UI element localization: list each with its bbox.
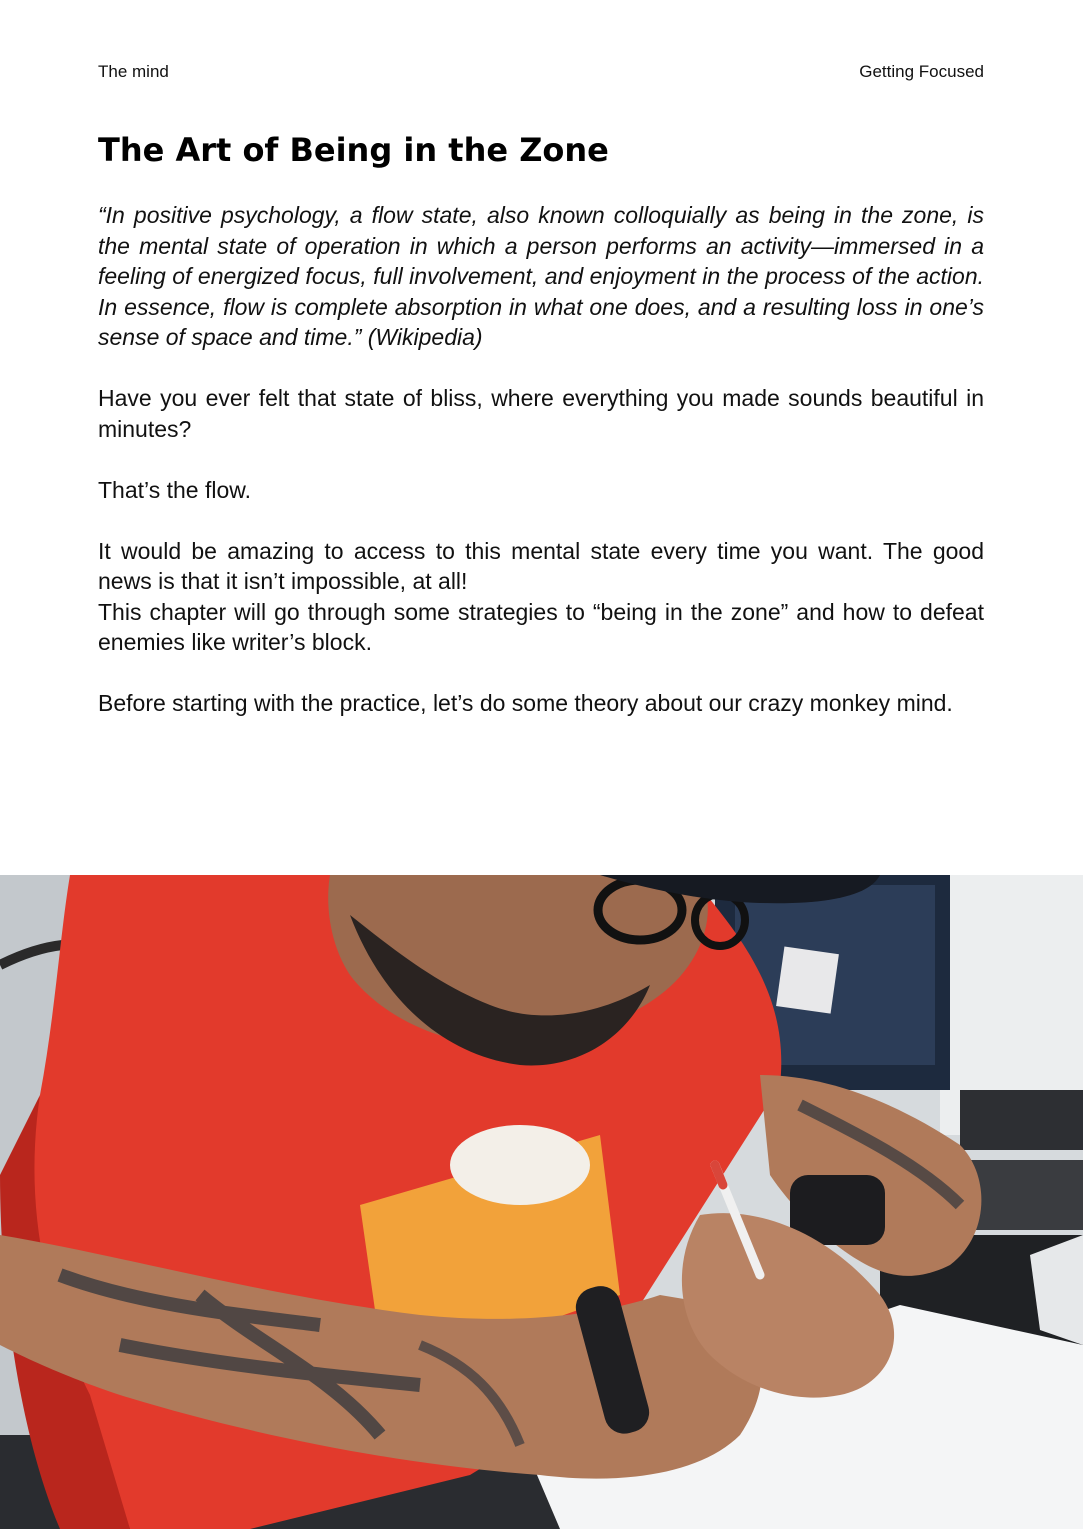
paragraph-bliss: Have you ever felt that state of bliss, where everything you made sounds beautiful in minutes? <box>98 385 984 442</box>
paragraph-flow: That’s the flow. <box>98 476 251 503</box>
chapter-label: The mind <box>98 62 169 81</box>
running-header <box>98 62 984 82</box>
section-label: Getting Focused <box>859 62 984 81</box>
paragraph-chapter-intro: This chapter will go through some strategies to “being in the zone” and how to defeat enemies like writer’s block. <box>98 598 984 655</box>
body-text <box>98 200 984 749</box>
wikipedia-quote: “In positive psychology, a flow state, also known colloquially as being in the zone, is the mental state of operation in which a person performs an activity—immersed in a feeling of energized focus, full involvement, and enjoyment in the process of the action. In essence, flow is complete absorption in what one does, and a resulting loss in one’s sense of space and time.” (Wikipedia) <box>98 202 984 350</box>
photo-illustration <box>0 875 1083 1529</box>
paragraph-good-news: It would be amazing to access to this mental state every time you want. The good news is that it isn’t impossible, at all! <box>98 537 984 594</box>
paragraph-theory: Before starting with the practice, let’s do some theory about our crazy monkey mind. <box>98 690 953 716</box>
photo-man-writing <box>0 875 1083 1529</box>
page-title: The Art of Being in the Zone <box>98 131 609 169</box>
